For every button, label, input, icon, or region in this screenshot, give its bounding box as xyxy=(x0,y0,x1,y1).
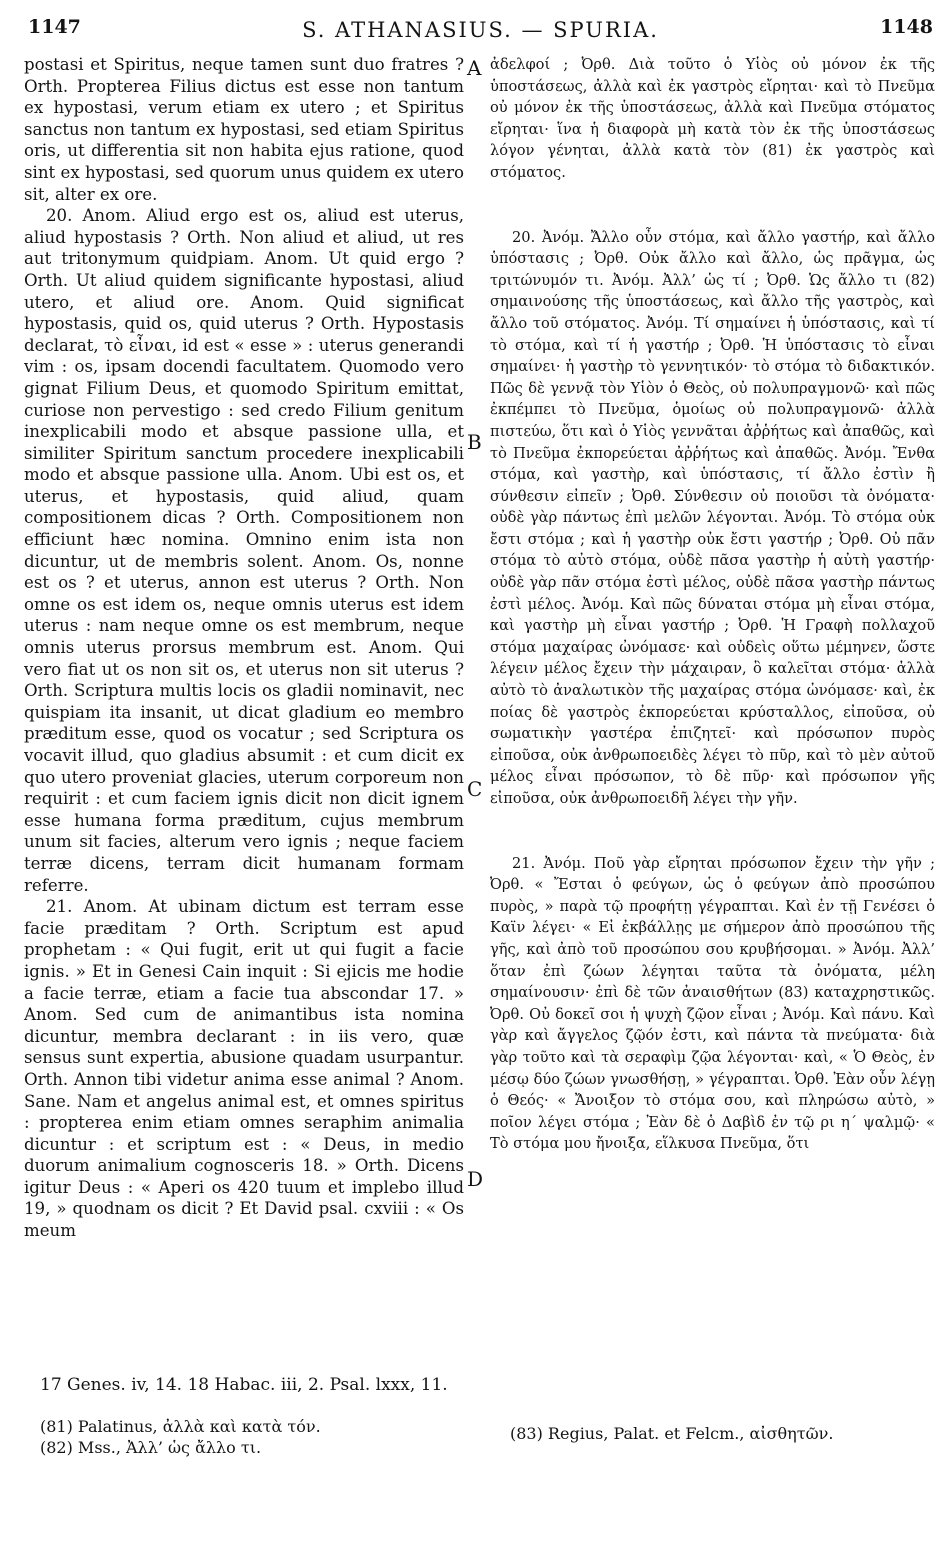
variant-note: (82) Mss., Ἀλλ’ ὡς ἄλλο τι. xyxy=(40,1438,262,1457)
latin-column xyxy=(24,54,464,1242)
greek-column xyxy=(490,54,935,1155)
greek-paragraph: 21. Ἀνόμ. Ποῦ γὰρ εἴρηται πρόσωπον ἔχειν τὴν γῆν ; Ὀρθ. « Ἔσται ὁ φεύγων, ὡς ὁ φεύγων ἀπὸ προσώπου πυρὸς, » παρὰ τῷ προφήτῃ γέγραπται. Καὶ ἐν τῇ Γενέσει ὁ Καϊν λέγει· « Εἰ ἐκβάλλῃς με σήμερον ἀπὸ προσώπου τῆς γῆς, καὶ ἀπὸ τοῦ προσώπου σου κρυβήσομαι. » Ἀνόμ. Ἀλλ’ ὅταν ἐπὶ ζώων λέγηται ταῦτα τὰ ὀνόματα, μέλη σημαίνουσιν· ἐπὶ δὲ τῶν ἀναισθήτων (83) καταχρηστικῶς. Ὀρθ. Οὐ δοκεῖ σοι ἡ ψυχὴ ζῷον εἶναι ; Ἀνόμ. Καὶ πάνυ. Καὶ γὰρ καὶ ἄγγελος ζῷόν ἐστι, καὶ πάντα τὰ πνεύματα· διὰ γὰρ τοῦτο καὶ τὰ σεραφὶμ ζῷα λέγονται· καὶ, « Ὁ Θεὸς, ἐν μέσῳ δύο ζώων γνωσθήσῃ, » γέγραπται. Ὀρθ. Ἐὰν οὖν λέγῃ ὁ Θεός· « Ἄνοιξον τὸ στόμα σου, καὶ πληρώσω αὐτὸ, » ποῖον λέγει στόμα ; Ἐὰν δὲ ὁ Δαβὶδ ἐν τῷ ρι η´ ψαλμῷ· « Τὸ στόμα μου ἤνοιξα, εἵλκυσα Πνεῦμα, ὅτι xyxy=(490,854,935,1153)
greek-paragraph: ἀδελφοί ; Ὀρθ. Διὰ τοῦτο ὁ Υἱὸς οὐ μόνον ἐκ τῆς ὑποστάσεως, ἀλλὰ καὶ ἐκ γαστρὸς εἴρηται· καὶ τὸ Πνεῦμα οὐ μόνον ἐκ τῆς ὑποστάσεως, ἀλλὰ καὶ Πνεῦμα στόματος εἴρηται· ἵνα ἡ διαφορὰ μὴ κατὰ τὸν ἐκ τῆς ὑποστάσεως λόγον γένηται, ἀλλὰ κατὰ τὸν (81) ἐκ γαστρὸς καὶ στόματος. xyxy=(490,56,935,181)
margin-letter-c: C xyxy=(467,777,483,801)
margin-letter-b: B xyxy=(467,430,482,454)
scripture-footnotes xyxy=(40,1375,448,1395)
page-header xyxy=(28,14,933,44)
variant-notes-right xyxy=(510,1424,833,1443)
greek-paragraph: 20. Ἀνόμ. Ἄλλο οὖν στόμα, καὶ ἄλλο γαστήρ, καὶ ἄλλο ὑπόστασις ; Ὀρθ. Οὐκ ἄλλο καὶ ἄλλο, ὡς πρᾶγμα, ὡς τριτώνυμόν τι. Ἀνόμ. Ἀλλ’ ὡς τί ; Ὀρθ. Ὡς ἄλλο τι (82) σημαινούσης τῆς ὑποστάσεως, καὶ ἄλλο τῆς γαστρὸς, καὶ ἄλλο τοῦ στόματος. Ἀνόμ. Τί σημαίνει ἡ ὑπόστασις, καὶ τί τὸ στόμα, καὶ τί ἡ γαστήρ ; Ὀρθ. Ἡ ὑπόστασις τὸ εἶναι σημαίνει· ἡ γαστὴρ τὸ γεννητικόν· τὸ στόμα τὸ διδακτικόν. Πῶς δὲ γεννᾷ τὸν Υἱὸν ὁ Θεὸς, οὐ πολυπραγμονῶ· καὶ πῶς ἐκπέμπει τὸ Πνεῦμα, ὁμοίως οὐ πολυπραγμονῶ· ἀλλὰ πιστεύω, ὅτι καὶ ὁ Υἱὸς γεννᾶται ἀῤῥήτως καὶ ἀπαθῶς, καὶ τὸ Πνεῦμα ἐκπορεύεται ἀῤῥήτως καὶ ἀπαθῶς. Ἀνόμ. Ἔνθα στόμα, καὶ γαστὴρ, καὶ ὑπόστασις, τί ἄλλο ἐστὶν ἢ σύνθεσιν εἰπεῖν ; Ὀρθ. Σύνθεσιν οὐ ποιοῦσι τὰ ὀνόματα· οὐδὲ γὰρ πάντως ἐπὶ μελῶν λέγονται. Ἀνόμ. Τὸ στόμα οὐκ ἔστι στόμα ; καὶ ἡ γαστὴρ οὐκ ἔστι γαστήρ ; Ὀρθ. Οὐ πᾶν στόμα τὸ αὐτὸ στόμα, οὐδὲ πᾶσα γαστὴρ ἡ αὐτὴ γαστήρ· οὐδὲ γὰρ πᾶν στόμα ἐστὶ μέλος, οὐδὲ πᾶσα γαστὴρ πάντως ἐστὶ μέλος. Ἀνόμ. Καὶ πῶς δύναται στόμα μὴ εἶναι στόμα, καὶ γαστὴρ μὴ εἶναι γαστήρ ; Ὀρθ. Ἡ Γραφὴ πολλαχοῦ στόμα μαχαίρας ὠνόμασε· καὶ οὐδεὶς οὕτω μέμηνεν, ὥστε λέγειν μέλος ἔχειν τὴν μάχαιραν, ὃ καλεῖται στόμα· ἀλλὰ αὐτὸ τὸ ἀναλωτικὸν τῆς μαχαίρας στόμα ὠνόμασε· καὶ, ἐκ ποίας δὲ γαστρὸς ἐκπορεύεται κρύσταλλος, εἰποῦσα, οὐ σωματικὴν γαστέρα ἐπιζητεῖ· καὶ πρόσωπον πυρὸς εἰποῦσα, οὐκ ἀνθρωποειδὲς λέγει τὸ πῦρ, καὶ τὸ μὲν αὐτοῦ μέλος εἶναι πρόσωπον, τὸ δὲ πῦρ· καὶ πρόσωπον γῆς εἰποῦσα, οὐκ ἀνθρωποειδῆ λέγει τὴν γῆν. xyxy=(490,228,935,807)
variant-note: (83) Regius, Palat. et Felcm., αἰσθητῶν. xyxy=(510,1424,834,1443)
margin-letter-a: A xyxy=(467,56,482,80)
latin-paragraph: 21. Anom. At ubinam dictum est terram esse facie præditam ? Orth. Scriptum est apud prophetam : « Qui fugit, erit ut qui fugit a facie ignis. » Et in Genesi Cain inquit : Si ejicis me hodie a facie terræ, etiam a facie tua abscondar 17. » Anom. Sed cum de animantibus ista nomina dicuntur, membra declarant : in iis vero, quæ sensus sunt expertia, abusione quadam usurpantur. Orth. Annon tibi videtur anima esse animal ? Anom. Sane. Nam et angelus animal est, et omnes spiritus : propterea enim etiam omnes seraphim animalia dicuntur : et scriptum est : « Deus, in medio duorum animalium cognosceris 18. » Orth. Dicens igitur Deus : « Aperi os 420 tuum et implebo illud 19, » quodnam os dicit ? Et David psal. cxviii : « Os meum xyxy=(24,897,464,1241)
column-number-right: 1148 xyxy=(880,16,933,38)
column-number-left: 1147 xyxy=(28,16,81,38)
variant-note: (81) Palatinus, ἀλλὰ καὶ κατὰ τόν. xyxy=(40,1417,321,1436)
latin-paragraph: 20. Anom. Aliud ergo est os, aliud est uterus, aliud hypostasis ? Orth. Non aliud et aliud, ut res aut tritonymum quidpiam. Anom. Ut quid ergo ? Orth. Ut aliud quidem significante hypostasi, aliud utero, et aliud ore. Anom. Quid significat hypostasis, quid os, quid uterus ? Orth. Hypostasis declarat, τὸ εἶναι, id est « esse » : uterus generandi vim : os, ipsam docendi facultatem. Quomodo vero gignat Filium Deus, et quomodo Spiritum emittat, curiose non pervestigo : sed credo Filium genitum inexplicabili modo et absque passione ulla, et similiter Spiritum sanctum procedere inexplicabili modo et absque passione ulla. Anom. Ubi est os, et uterus, et hypostasis, quid aliud, quam compositionem dicas ? Orth. Compositionem non efficiunt hæc nomina. Omnino enim ista non dicuntur, ut de membris solent. Anom. Os, nonne est os ? et uterus, annon est uterus ? Orth. Non omne os est idem os, neque omnis uterus est idem uterus : nam neque omne os est membrum, neque omnis uterus prorsus membrum est. Anom. Qui vero fiat ut os non sit os, et uterus non sit uterus ? Orth. Scriptura multis locis os gladii nominavit, nec quispiam ita insanit, ut dicat gladium eo membro præditum esse, quod os vocatur ; sed Scriptura os vocavit illud, quo gladius absumit : et cum dicit ex quo utero proveniat glacies, uterum corporeum non requirit : et cum faciem ignis dicit non dicit ignem esse humana forma præditum, cujus membrum unum sit facies, alterum vero ignis ; neque faciem terræ dicens, terram dicit humanam formam referre. xyxy=(24,206,464,895)
variant-notes-left xyxy=(40,1416,321,1458)
margin-letter-d: D xyxy=(467,1167,484,1191)
latin-paragraph: postasi et Spiritus, neque tamen sunt duo fratres ? Orth. Propterea Filius dictus est esse non tantum ex hypostasi, verum etiam ex utero ; et Spiritus sanctus non tantum ex hypostasi, sed etiam Spiritus oris, ut differentia sit non habita ejus ratione, quod sint ex hypostasi, sed quorum unus quidem ex utero sit, alter ex ore. xyxy=(24,55,464,204)
running-title: S. ATHANASIUS. — SPURIA. xyxy=(302,18,659,42)
scripture-footnote-text: 17 Genes. iv, 14. 18 Habac. iii, 2. Psal. lxxx, 11. xyxy=(40,1375,448,1395)
